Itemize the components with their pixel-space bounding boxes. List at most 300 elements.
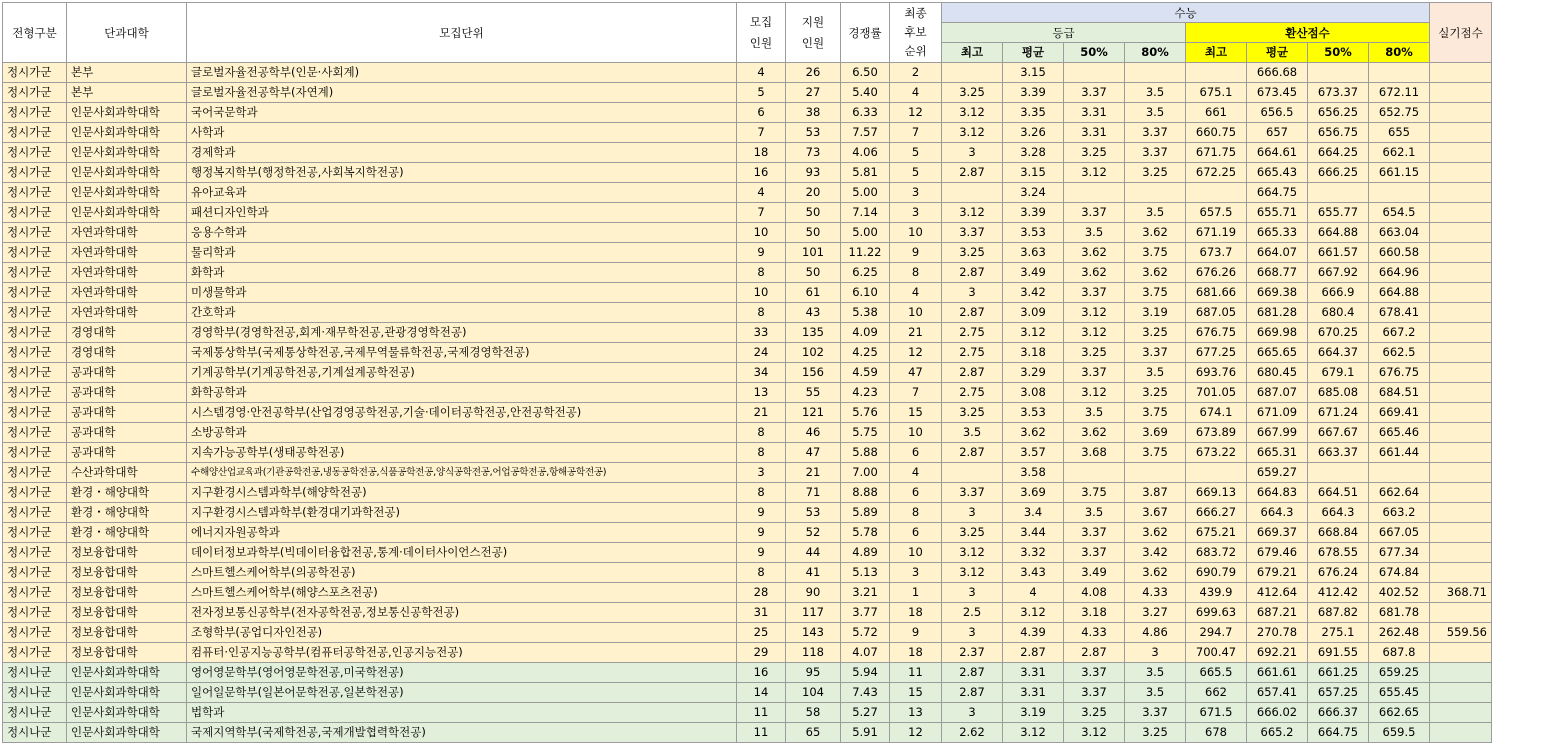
cell-grade-max[interactable]: 2.87 [942, 683, 1003, 703]
cell-applicants[interactable]: 117 [786, 603, 841, 623]
cell-applicants[interactable]: 53 [786, 503, 841, 523]
cell-conv-avg[interactable]: 687.07 [1247, 383, 1308, 403]
cell-waitlist[interactable]: 4 [890, 83, 942, 103]
cell-practical[interactable] [1430, 543, 1492, 563]
cell-grade-avg[interactable]: 3.18 [1003, 343, 1064, 363]
cell-conv-max[interactable]: 671.75 [1186, 143, 1247, 163]
cell-grade-avg[interactable]: 3.19 [1003, 703, 1064, 723]
cell-conv-80[interactable]: 402.52 [1369, 583, 1430, 603]
cell-grade-max[interactable]: 3 [942, 143, 1003, 163]
cell-college[interactable]: 인문사회과학대학 [67, 723, 187, 743]
cell-type[interactable]: 정시나군 [3, 703, 67, 723]
cell-grade-80[interactable]: 3.25 [1125, 723, 1186, 743]
cell-conv-80[interactable]: 652.75 [1369, 103, 1430, 123]
cell-grade-80[interactable]: 3.37 [1125, 703, 1186, 723]
cell-grade-max[interactable]: 2.87 [942, 663, 1003, 683]
cell-conv-50[interactable]: 679.1 [1308, 363, 1369, 383]
cell-grade-avg[interactable]: 3.15 [1003, 63, 1064, 83]
cell-type[interactable]: 정시가군 [3, 143, 67, 163]
cell-unit[interactable]: 전자정보통신공학부(전자공학전공,정보통신공학전공) [187, 603, 737, 623]
cell-grade-max[interactable]: 3.12 [942, 543, 1003, 563]
cell-grade-max[interactable]: 3 [942, 283, 1003, 303]
cell-practical[interactable] [1430, 123, 1492, 143]
cell-conv-80[interactable]: 663.2 [1369, 503, 1430, 523]
cell-grade-avg[interactable]: 3.12 [1003, 323, 1064, 343]
cell-ratio[interactable]: 8.88 [841, 483, 890, 503]
cell-ratio[interactable]: 6.10 [841, 283, 890, 303]
cell-college[interactable]: 공과대학 [67, 443, 187, 463]
cell-grade-80[interactable]: 3.62 [1125, 523, 1186, 543]
cell-type[interactable]: 정시가군 [3, 503, 67, 523]
cell-practical[interactable] [1430, 163, 1492, 183]
cell-conv-80[interactable]: 262.48 [1369, 623, 1430, 643]
cell-ratio[interactable]: 5.38 [841, 303, 890, 323]
cell-type[interactable]: 정시나군 [3, 663, 67, 683]
cell-waitlist[interactable]: 12 [890, 103, 942, 123]
cell-college[interactable]: 정보융합대학 [67, 563, 187, 583]
cell-conv-max[interactable]: 666.27 [1186, 503, 1247, 523]
cell-grade-50[interactable]: 3.62 [1064, 243, 1125, 263]
cell-conv-max[interactable] [1186, 183, 1247, 203]
cell-type[interactable]: 정시가군 [3, 123, 67, 143]
cell-type[interactable]: 정시가군 [3, 423, 67, 443]
cell-grade-avg[interactable]: 3.42 [1003, 283, 1064, 303]
cell-conv-max[interactable]: 662 [1186, 683, 1247, 703]
cell-conv-50[interactable] [1308, 463, 1369, 483]
cell-practical[interactable] [1430, 563, 1492, 583]
cell-grade-80[interactable]: 3.62 [1125, 263, 1186, 283]
cell-type[interactable]: 정시가군 [3, 83, 67, 103]
cell-conv-50[interactable]: 664.75 [1308, 723, 1369, 743]
cell-conv-80[interactable]: 654.5 [1369, 203, 1430, 223]
cell-type[interactable]: 정시가군 [3, 483, 67, 503]
cell-grade-50[interactable]: 3.12 [1064, 723, 1125, 743]
cell-practical[interactable] [1430, 363, 1492, 383]
cell-waitlist[interactable]: 3 [890, 203, 942, 223]
cell-conv-avg[interactable]: 679.46 [1247, 543, 1308, 563]
cell-unit[interactable]: 조형학부(공업디자인전공) [187, 623, 737, 643]
cell-grade-50[interactable]: 3.37 [1064, 523, 1125, 543]
cell-conv-max[interactable]: 677.25 [1186, 343, 1247, 363]
cell-grade-avg[interactable]: 3.29 [1003, 363, 1064, 383]
cell-practical[interactable] [1430, 263, 1492, 283]
cell-grade-avg[interactable]: 3.39 [1003, 83, 1064, 103]
cell-unit[interactable]: 스마트헬스케어학부(의공학전공) [187, 563, 737, 583]
cell-unit[interactable]: 스마트헬스케어학부(해양스포츠전공) [187, 583, 737, 603]
cell-conv-max[interactable]: 675.21 [1186, 523, 1247, 543]
cell-conv-50[interactable]: 657.25 [1308, 683, 1369, 703]
cell-college[interactable]: 인문사회과학대학 [67, 163, 187, 183]
cell-college[interactable]: 인문사회과학대학 [67, 103, 187, 123]
cell-practical[interactable] [1430, 63, 1492, 83]
cell-grade-80[interactable]: 3.75 [1125, 403, 1186, 423]
cell-conv-max[interactable]: 676.75 [1186, 323, 1247, 343]
cell-conv-max[interactable] [1186, 463, 1247, 483]
cell-practical[interactable] [1430, 203, 1492, 223]
cell-grade-max[interactable]: 3.25 [942, 403, 1003, 423]
cell-conv-80[interactable]: 663.04 [1369, 223, 1430, 243]
cell-college[interactable]: 자연과학대학 [67, 223, 187, 243]
cell-conv-max[interactable]: 674.1 [1186, 403, 1247, 423]
cell-ratio[interactable]: 5.72 [841, 623, 890, 643]
cell-ratio[interactable]: 5.88 [841, 443, 890, 463]
cell-applicants[interactable]: 47 [786, 443, 841, 463]
cell-college[interactable]: 자연과학대학 [67, 303, 187, 323]
cell-grade-avg[interactable]: 3.49 [1003, 263, 1064, 283]
cell-applicants[interactable]: 65 [786, 723, 841, 743]
cell-practical[interactable] [1430, 183, 1492, 203]
cell-grade-avg[interactable]: 3.12 [1003, 603, 1064, 623]
cell-grade-avg[interactable]: 3.4 [1003, 503, 1064, 523]
cell-college[interactable]: 정보융합대학 [67, 583, 187, 603]
cell-grade-avg[interactable]: 3.31 [1003, 663, 1064, 683]
cell-grade-80[interactable]: 3.87 [1125, 483, 1186, 503]
cell-conv-avg[interactable]: 665.33 [1247, 223, 1308, 243]
cell-conv-50[interactable]: 667.92 [1308, 263, 1369, 283]
cell-unit[interactable]: 글로벌자율전공학부(인문·사회계) [187, 63, 737, 83]
cell-type[interactable]: 정시가군 [3, 523, 67, 543]
cell-waitlist[interactable]: 6 [890, 523, 942, 543]
cell-conv-avg[interactable]: 680.45 [1247, 363, 1308, 383]
cell-college[interactable]: 인문사회과학대학 [67, 663, 187, 683]
cell-applicants[interactable]: 55 [786, 383, 841, 403]
cell-conv-avg[interactable]: 692.21 [1247, 643, 1308, 663]
cell-conv-50[interactable] [1308, 63, 1369, 83]
cell-conv-avg[interactable]: 667.99 [1247, 423, 1308, 443]
cell-ratio[interactable]: 4.25 [841, 343, 890, 363]
cell-type[interactable]: 정시가군 [3, 323, 67, 343]
cell-quota[interactable]: 9 [737, 543, 786, 563]
cell-conv-50[interactable]: 661.57 [1308, 243, 1369, 263]
cell-waitlist[interactable]: 3 [890, 183, 942, 203]
cell-ratio[interactable]: 5.00 [841, 183, 890, 203]
cell-grade-50[interactable]: 3.12 [1064, 303, 1125, 323]
cell-quota[interactable]: 3 [737, 463, 786, 483]
cell-conv-max[interactable]: 681.66 [1186, 283, 1247, 303]
cell-conv-max[interactable]: 439.9 [1186, 583, 1247, 603]
cell-conv-80[interactable]: 667.05 [1369, 523, 1430, 543]
cell-unit[interactable]: 사학과 [187, 123, 737, 143]
cell-conv-80[interactable]: 684.51 [1369, 383, 1430, 403]
cell-grade-80[interactable]: 3.19 [1125, 303, 1186, 323]
cell-type[interactable]: 정시가군 [3, 283, 67, 303]
cell-conv-80[interactable]: 687.8 [1369, 643, 1430, 663]
cell-college[interactable]: 인문사회과학대학 [67, 703, 187, 723]
cell-conv-80[interactable]: 667.2 [1369, 323, 1430, 343]
cell-type[interactable]: 정시가군 [3, 263, 67, 283]
cell-conv-50[interactable]: 678.55 [1308, 543, 1369, 563]
cell-waitlist[interactable]: 12 [890, 343, 942, 363]
cell-waitlist[interactable]: 47 [890, 363, 942, 383]
cell-ratio[interactable]: 7.00 [841, 463, 890, 483]
cell-ratio[interactable]: 6.25 [841, 263, 890, 283]
cell-conv-80[interactable]: 662.65 [1369, 703, 1430, 723]
cell-type[interactable]: 정시가군 [3, 183, 67, 203]
cell-applicants[interactable]: 21 [786, 463, 841, 483]
cell-conv-80[interactable]: 661.44 [1369, 443, 1430, 463]
cell-grade-50[interactable]: 3.37 [1064, 283, 1125, 303]
cell-college[interactable]: 인문사회과학대학 [67, 683, 187, 703]
cell-quota[interactable]: 18 [737, 143, 786, 163]
cell-grade-max[interactable]: 2.75 [942, 383, 1003, 403]
cell-unit[interactable]: 패션디자인학과 [187, 203, 737, 223]
cell-conv-80[interactable]: 664.96 [1369, 263, 1430, 283]
cell-conv-50[interactable]: 664.3 [1308, 503, 1369, 523]
cell-conv-avg[interactable]: 659.27 [1247, 463, 1308, 483]
cell-college[interactable]: 환경・해양대학 [67, 503, 187, 523]
cell-conv-avg[interactable]: 655.71 [1247, 203, 1308, 223]
cell-practical[interactable] [1430, 103, 1492, 123]
cell-applicants[interactable]: 71 [786, 483, 841, 503]
cell-conv-50[interactable]: 661.25 [1308, 663, 1369, 683]
cell-college[interactable]: 인문사회과학대학 [67, 143, 187, 163]
cell-conv-50[interactable]: 666.9 [1308, 283, 1369, 303]
cell-conv-max[interactable]: 671.19 [1186, 223, 1247, 243]
cell-ratio[interactable]: 5.91 [841, 723, 890, 743]
cell-applicants[interactable]: 20 [786, 183, 841, 203]
cell-type[interactable]: 정시가군 [3, 383, 67, 403]
cell-conv-avg[interactable]: 665.65 [1247, 343, 1308, 363]
cell-grade-80[interactable]: 3.62 [1125, 563, 1186, 583]
cell-unit[interactable]: 국제통상학부(국제통상학전공,국제무역물류학전공,국제경영학전공) [187, 343, 737, 363]
cell-ratio[interactable]: 5.75 [841, 423, 890, 443]
cell-college[interactable]: 인문사회과학대학 [67, 203, 187, 223]
cell-practical[interactable] [1430, 643, 1492, 663]
cell-grade-80[interactable]: 3.37 [1125, 343, 1186, 363]
cell-quota[interactable]: 9 [737, 503, 786, 523]
cell-conv-avg[interactable]: 664.75 [1247, 183, 1308, 203]
cell-waitlist[interactable]: 5 [890, 163, 942, 183]
cell-conv-50[interactable]: 664.37 [1308, 343, 1369, 363]
cell-waitlist[interactable]: 10 [890, 423, 942, 443]
cell-practical[interactable] [1430, 323, 1492, 343]
cell-type[interactable]: 정시가군 [3, 363, 67, 383]
cell-applicants[interactable]: 53 [786, 123, 841, 143]
cell-type[interactable]: 정시가군 [3, 563, 67, 583]
cell-grade-avg[interactable]: 3.12 [1003, 723, 1064, 743]
cell-applicants[interactable]: 90 [786, 583, 841, 603]
cell-type[interactable]: 정시가군 [3, 583, 67, 603]
cell-grade-avg[interactable]: 3.15 [1003, 163, 1064, 183]
cell-unit[interactable]: 물리학과 [187, 243, 737, 263]
cell-grade-avg[interactable]: 3.69 [1003, 483, 1064, 503]
cell-applicants[interactable]: 38 [786, 103, 841, 123]
cell-practical[interactable] [1430, 723, 1492, 743]
cell-quota[interactable]: 8 [737, 263, 786, 283]
cell-grade-max[interactable] [942, 183, 1003, 203]
cell-grade-max[interactable]: 2.5 [942, 603, 1003, 623]
cell-applicants[interactable]: 50 [786, 203, 841, 223]
cell-grade-avg[interactable]: 3.53 [1003, 223, 1064, 243]
cell-conv-avg[interactable]: 669.98 [1247, 323, 1308, 343]
cell-waitlist[interactable]: 6 [890, 443, 942, 463]
cell-ratio[interactable]: 4.09 [841, 323, 890, 343]
cell-practical[interactable] [1430, 303, 1492, 323]
cell-grade-max[interactable]: 2.87 [942, 163, 1003, 183]
cell-quota[interactable]: 8 [737, 303, 786, 323]
cell-unit[interactable]: 응용수학과 [187, 223, 737, 243]
cell-conv-avg[interactable]: 664.83 [1247, 483, 1308, 503]
cell-quota[interactable]: 10 [737, 283, 786, 303]
cell-grade-80[interactable]: 3.5 [1125, 683, 1186, 703]
cell-unit[interactable]: 영어영문학부(영어영문학전공,미국학전공) [187, 663, 737, 683]
cell-grade-80[interactable]: 4.33 [1125, 583, 1186, 603]
cell-conv-avg[interactable]: 666.68 [1247, 63, 1308, 83]
cell-grade-50[interactable]: 3.5 [1064, 403, 1125, 423]
cell-applicants[interactable]: 50 [786, 263, 841, 283]
cell-conv-80[interactable] [1369, 463, 1430, 483]
cell-waitlist[interactable]: 18 [890, 643, 942, 663]
cell-unit[interactable]: 국제지역학부(국제학전공,국제개발협력학전공) [187, 723, 737, 743]
cell-grade-max[interactable]: 3.25 [942, 523, 1003, 543]
cell-grade-50[interactable]: 3.12 [1064, 323, 1125, 343]
cell-quota[interactable]: 16 [737, 663, 786, 683]
cell-waitlist[interactable]: 1 [890, 583, 942, 603]
cell-waitlist[interactable]: 21 [890, 323, 942, 343]
cell-grade-50[interactable]: 3.31 [1064, 123, 1125, 143]
cell-grade-max[interactable]: 3.12 [942, 563, 1003, 583]
cell-type[interactable]: 정시가군 [3, 603, 67, 623]
cell-conv-avg[interactable]: 665.2 [1247, 723, 1308, 743]
cell-grade-80[interactable]: 3.25 [1125, 383, 1186, 403]
cell-type[interactable]: 정시가군 [3, 403, 67, 423]
cell-practical[interactable] [1430, 143, 1492, 163]
cell-quota[interactable]: 14 [737, 683, 786, 703]
cell-conv-avg[interactable]: 656.5 [1247, 103, 1308, 123]
cell-practical[interactable] [1430, 663, 1492, 683]
cell-grade-50[interactable]: 2.87 [1064, 643, 1125, 663]
cell-grade-50[interactable]: 4.08 [1064, 583, 1125, 603]
cell-grade-80[interactable]: 4.86 [1125, 623, 1186, 643]
cell-ratio[interactable]: 5.89 [841, 503, 890, 523]
cell-applicants[interactable]: 118 [786, 643, 841, 663]
cell-ratio[interactable]: 6.33 [841, 103, 890, 123]
cell-grade-max[interactable]: 2.87 [942, 263, 1003, 283]
cell-conv-avg[interactable]: 664.07 [1247, 243, 1308, 263]
cell-conv-avg[interactable]: 669.38 [1247, 283, 1308, 303]
cell-type[interactable]: 정시가군 [3, 643, 67, 663]
cell-quota[interactable]: 4 [737, 63, 786, 83]
cell-grade-avg[interactable]: 3.58 [1003, 463, 1064, 483]
cell-conv-max[interactable]: 701.05 [1186, 383, 1247, 403]
cell-applicants[interactable]: 43 [786, 303, 841, 323]
cell-waitlist[interactable]: 8 [890, 503, 942, 523]
cell-grade-50[interactable] [1064, 463, 1125, 483]
cell-ratio[interactable]: 5.81 [841, 163, 890, 183]
cell-conv-50[interactable]: 412.42 [1308, 583, 1369, 603]
cell-applicants[interactable]: 46 [786, 423, 841, 443]
cell-grade-avg[interactable]: 3.26 [1003, 123, 1064, 143]
cell-grade-80[interactable]: 3.69 [1125, 423, 1186, 443]
cell-waitlist[interactable]: 5 [890, 143, 942, 163]
cell-conv-80[interactable]: 662.1 [1369, 143, 1430, 163]
cell-type[interactable]: 정시가군 [3, 623, 67, 643]
cell-ratio[interactable]: 5.00 [841, 223, 890, 243]
cell-conv-80[interactable]: 655.45 [1369, 683, 1430, 703]
cell-ratio[interactable]: 6.50 [841, 63, 890, 83]
cell-grade-max[interactable]: 3.25 [942, 243, 1003, 263]
cell-applicants[interactable]: 27 [786, 83, 841, 103]
cell-college[interactable]: 공과대학 [67, 363, 187, 383]
cell-conv-80[interactable]: 681.78 [1369, 603, 1430, 623]
cell-applicants[interactable]: 101 [786, 243, 841, 263]
cell-conv-50[interactable]: 667.67 [1308, 423, 1369, 443]
cell-college[interactable]: 경영대학 [67, 343, 187, 363]
cell-grade-50[interactable]: 3.49 [1064, 563, 1125, 583]
cell-conv-80[interactable]: 661.15 [1369, 163, 1430, 183]
cell-quota[interactable]: 25 [737, 623, 786, 643]
cell-conv-max[interactable]: 676.26 [1186, 263, 1247, 283]
cell-conv-50[interactable]: 663.37 [1308, 443, 1369, 463]
cell-grade-50[interactable]: 3.62 [1064, 263, 1125, 283]
cell-grade-avg[interactable]: 3.31 [1003, 683, 1064, 703]
cell-conv-80[interactable]: 664.88 [1369, 283, 1430, 303]
cell-grade-50[interactable]: 3.37 [1064, 683, 1125, 703]
cell-unit[interactable]: 간호학과 [187, 303, 737, 323]
cell-ratio[interactable]: 5.40 [841, 83, 890, 103]
cell-practical[interactable] [1430, 343, 1492, 363]
cell-college[interactable]: 환경・해양대학 [67, 483, 187, 503]
cell-grade-50[interactable]: 3.18 [1064, 603, 1125, 623]
cell-waitlist[interactable]: 10 [890, 543, 942, 563]
cell-college[interactable]: 자연과학대학 [67, 263, 187, 283]
cell-quota[interactable]: 9 [737, 243, 786, 263]
cell-waitlist[interactable]: 3 [890, 563, 942, 583]
cell-conv-80[interactable]: 662.5 [1369, 343, 1430, 363]
cell-conv-avg[interactable]: 657.41 [1247, 683, 1308, 703]
cell-conv-avg[interactable]: 687.21 [1247, 603, 1308, 623]
cell-unit[interactable]: 일어일문학부(일본어문학전공,일본학전공) [187, 683, 737, 703]
cell-grade-avg[interactable]: 3.32 [1003, 543, 1064, 563]
cell-conv-avg[interactable]: 661.61 [1247, 663, 1308, 683]
cell-type[interactable]: 정시가군 [3, 223, 67, 243]
cell-conv-max[interactable]: 683.72 [1186, 543, 1247, 563]
cell-conv-50[interactable]: 664.25 [1308, 143, 1369, 163]
cell-ratio[interactable]: 4.06 [841, 143, 890, 163]
cell-conv-max[interactable]: 294.7 [1186, 623, 1247, 643]
cell-waitlist[interactable]: 2 [890, 63, 942, 83]
cell-applicants[interactable]: 58 [786, 703, 841, 723]
cell-grade-avg[interactable]: 3.44 [1003, 523, 1064, 543]
cell-type[interactable]: 정시나군 [3, 723, 67, 743]
cell-grade-50[interactable]: 3.25 [1064, 703, 1125, 723]
cell-conv-avg[interactable]: 673.45 [1247, 83, 1308, 103]
cell-practical[interactable] [1430, 383, 1492, 403]
cell-college[interactable]: 자연과학대학 [67, 243, 187, 263]
cell-quota[interactable]: 11 [737, 723, 786, 743]
cell-applicants[interactable]: 26 [786, 63, 841, 83]
cell-conv-50[interactable]: 670.25 [1308, 323, 1369, 343]
cell-conv-80[interactable]: 660.58 [1369, 243, 1430, 263]
cell-ratio[interactable]: 7.14 [841, 203, 890, 223]
cell-quota[interactable]: 13 [737, 383, 786, 403]
cell-quota[interactable]: 10 [737, 223, 786, 243]
cell-unit[interactable]: 유아교육과 [187, 183, 737, 203]
cell-conv-50[interactable]: 666.25 [1308, 163, 1369, 183]
cell-conv-avg[interactable]: 664.3 [1247, 503, 1308, 523]
cell-grade-50[interactable]: 3.37 [1064, 363, 1125, 383]
cell-unit[interactable]: 지속가능공학부(생태공학전공) [187, 443, 737, 463]
cell-practical[interactable] [1430, 703, 1492, 723]
cell-grade-max[interactable]: 3 [942, 503, 1003, 523]
cell-applicants[interactable]: 93 [786, 163, 841, 183]
cell-grade-50[interactable]: 3.31 [1064, 103, 1125, 123]
cell-grade-max[interactable]: 3.12 [942, 123, 1003, 143]
cell-conv-max[interactable]: 665.5 [1186, 663, 1247, 683]
cell-ratio[interactable]: 4.23 [841, 383, 890, 403]
cell-quota[interactable]: 8 [737, 563, 786, 583]
cell-conv-50[interactable] [1308, 183, 1369, 203]
